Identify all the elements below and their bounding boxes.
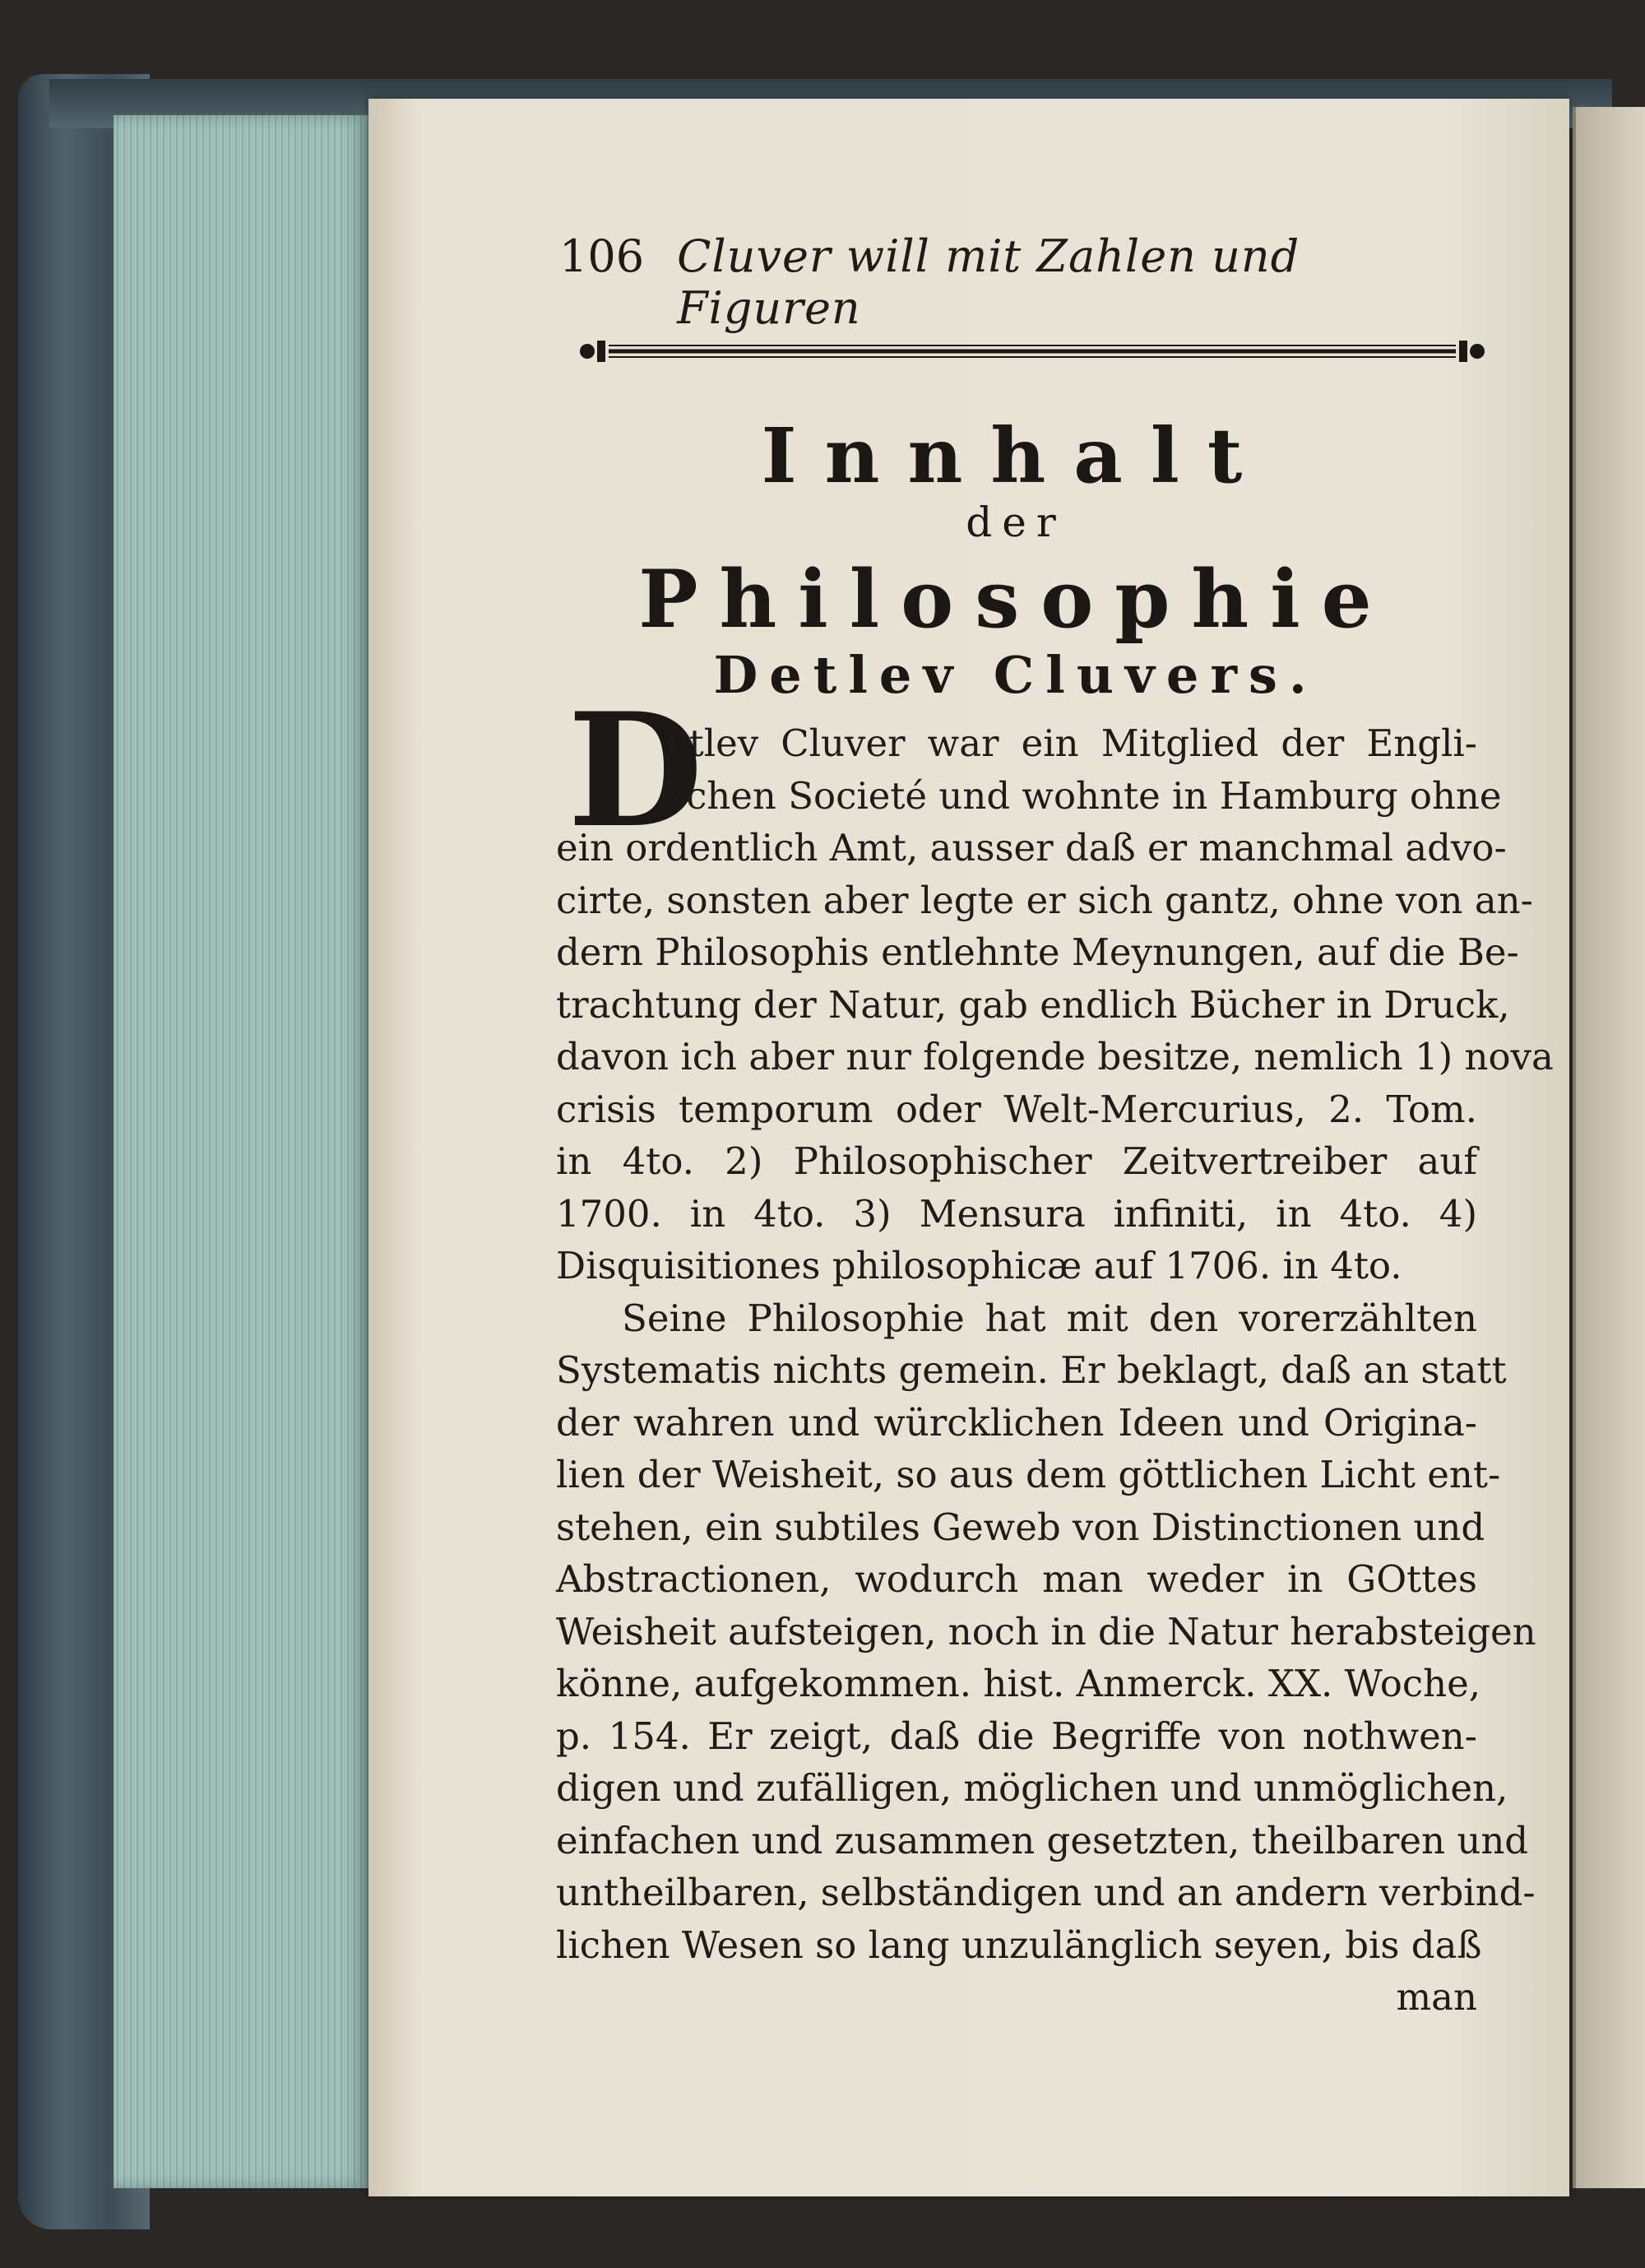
title-innhalt: Innhalt [761,411,1271,500]
text-line: crisis temporum oder Welt-Mercurius, 2. Tom. [556,1087,1477,1131]
text-line: der wahren und würcklichen Ideen und Origina- [556,1400,1477,1445]
text-line: einfachen und zusammen gesetzten, theilbaren und [556,1818,1529,1862]
text-line: lichen Wesen so lang unzulänglich seyen, bis daß [556,1922,1482,1967]
drop-capital: D [568,679,703,862]
text-line: ein ordentlich Amt, ausser daß er manchmal advo- [556,826,1507,870]
text-line: 1700. in 4to. 3) Mensura infiniti, in 4to. 4) [556,1191,1477,1236]
text-line: etlev Cluver war ein Mitglied der Engli- [667,721,1477,765]
text-line: Disquisitiones philosophicæ auf 1706. in 4to. [556,1244,1402,1287]
text-line: untheilbaren, selbständigen und an andern verbind- [556,1871,1536,1914]
text-line: trachtung der Natur, gab endlich Bücher in Druck, [556,982,1510,1027]
title-philosophie: Philosophie [638,553,1393,646]
text-line: Seine Philosophie hat mit den vorerzählten [622,1296,1477,1340]
text-line: digen und zufälligen, möglichen und unmöglichen, [556,1766,1508,1810]
running-header [559,230,1423,334]
catchword: man [1396,1975,1477,2019]
page-edges [114,115,368,2188]
text-line: Systematis nichts gemein. Er beklagt, daß an statt [556,1348,1507,1392]
page-number: 106 [559,230,645,282]
text-line: in 4to. 2) Philosophischer Zeitvertreiber auf [556,1139,1477,1183]
text-line: schen Societé und wohnte in Hamburg ohne [667,773,1502,818]
body-text [556,717,1554,2024]
title-author-name: Detlev Cluvers. [713,645,1318,705]
text-line: Weisheit aufsteigen, noch in die Natur herabsteigen [556,1609,1536,1653]
text-line: stehen, ein subtiles Geweb von Distinctionen und [556,1505,1485,1549]
facing-page-edge [1573,107,1645,2188]
text-line: p. 154. Er zeigt, daß die Begriffe von nothwen- [556,1714,1477,1758]
text-line: davon ich aber nur folgende besitze, nemlich 1) nova [556,1035,1554,1078]
title-der: der [966,499,1066,546]
running-title: Cluver will mit Zahlen und Figuren [677,230,1300,334]
text-line: Abstractionen, wodurch man weder in GOttes [556,1557,1477,1601]
text-line: dern Philosophis entlehnte Meynungen, auf die Be- [556,930,1519,974]
text-line: könne, aufgekommen. hist. Anmerck. XX. Woche, [556,1662,1481,1705]
ornamental-rule [576,337,1489,365]
text-line: lien der Weisheit, so aus dem göttlichen Licht ent- [556,1453,1501,1496]
text-line: cirte, sonsten aber legte er sich gantz, ohne von an- [556,878,1533,922]
